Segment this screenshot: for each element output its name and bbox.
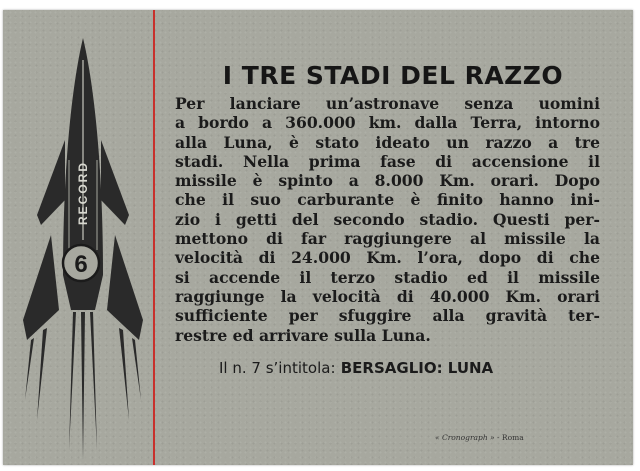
publisher-brand: « Cronograph » [435, 433, 495, 442]
next-issue-title: BERSAGLIO: LUNA [340, 359, 494, 377]
body-line: a bordo a 360.000 km. dalla Terra, intorno [175, 113, 600, 133]
publisher-city: - Roma [497, 433, 524, 442]
series-label: RECORD [76, 160, 90, 225]
rocket-illustration [3, 10, 153, 465]
next-issue [219, 359, 493, 377]
next-issue-label: Il n. 7 s’intitola: [219, 359, 336, 377]
body-line: zio i getti del secondo stadio. Questi per- [175, 209, 600, 229]
body-line: alla Luna, è stato ideato un razzo a tre [175, 132, 600, 152]
badge-number: 6 [74, 251, 88, 278]
body-line: si accende il terzo stadio ed il missile [175, 267, 600, 287]
publisher-imprint [435, 433, 524, 442]
red-vertical-rule [153, 10, 155, 465]
body-line: raggiunge la velocità di 40.000 Km. orari [175, 286, 600, 306]
body-line: sufficiente per sfuggire alla gravità ter- [175, 306, 600, 326]
body-line: missile è spinto a 8.000 Km. orari. Dopo [175, 171, 600, 191]
card-title: I TRE STADI DEL RAZZO [222, 61, 564, 90]
body-line: che il suo carburante è finito hanno ini- [175, 190, 600, 210]
body-line: mettono di far raggiungere al missile la [175, 229, 600, 249]
body-line: restre ed arrivare sulla Luna. [175, 325, 431, 345]
body-line: velocità di 24.000 Km. l’ora, dopo di che [175, 248, 600, 268]
card-body [175, 94, 600, 345]
collector-card [3, 10, 633, 465]
body-line: stadi. Nella prima fase di accensione il [175, 151, 600, 171]
body-line: Per lanciare un’astronave senza uomini [175, 94, 600, 113]
